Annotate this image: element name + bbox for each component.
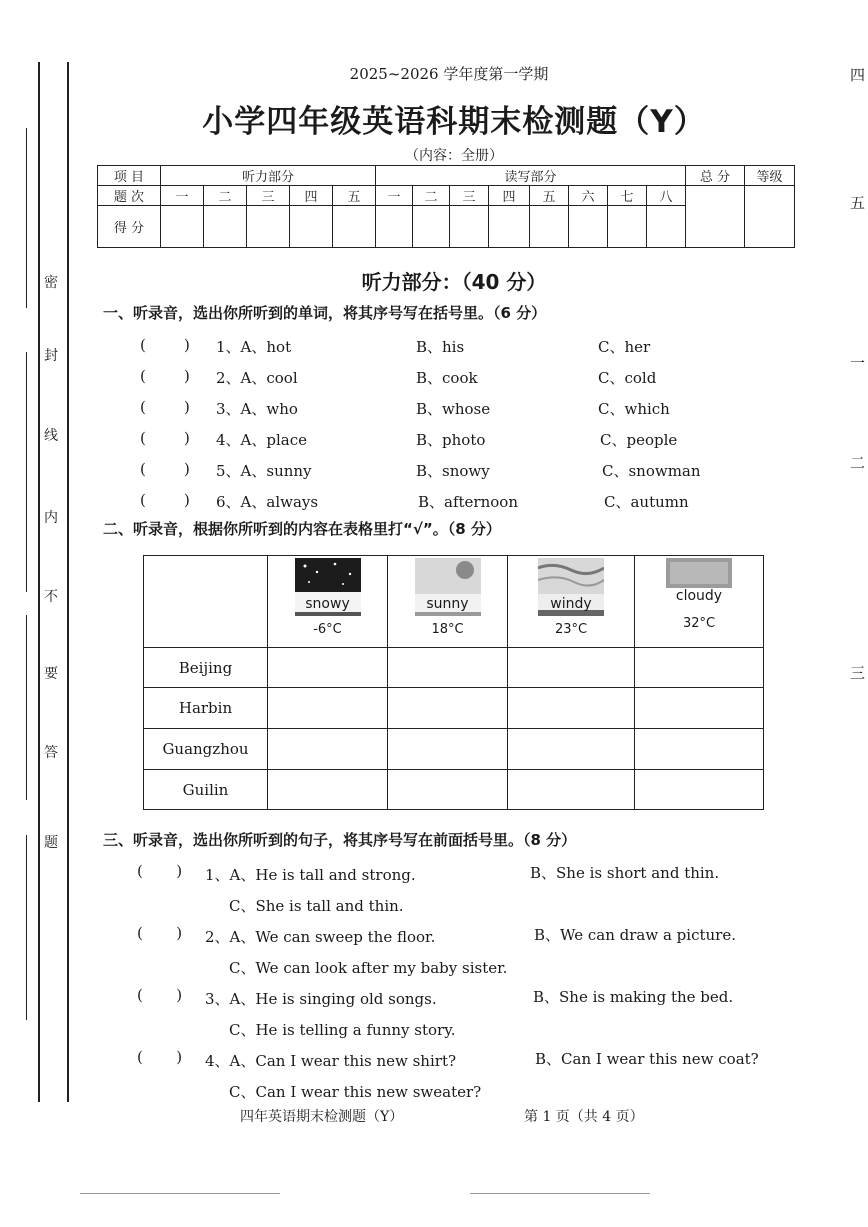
scan-edge-line (470, 1193, 650, 1194)
answer-bracket[interactable]: ( ) (137, 862, 183, 880)
check-cell[interactable] (508, 770, 635, 810)
weather-header (268, 556, 388, 648)
weather-label: windy (550, 595, 592, 612)
question-number: 一 (161, 186, 204, 206)
option-b: B、whose (416, 400, 491, 418)
score-cell[interactable] (530, 206, 569, 248)
option-a: 1、A、He is tall and strong. (205, 866, 416, 884)
grade-cell[interactable] (745, 186, 795, 248)
weather-label: cloudy (675, 587, 723, 604)
question-number: 四 (290, 186, 333, 206)
option-c: C、We can look after my baby sister. (229, 959, 508, 977)
question-number: 五 (530, 186, 569, 206)
binding-char: 线 (44, 428, 58, 444)
question-number: 二 (413, 186, 450, 206)
answer-bracket[interactable]: ( ) (140, 491, 190, 509)
binding-char: 题 (44, 835, 58, 851)
answer-bracket[interactable]: ( ) (137, 924, 183, 942)
city-label: Harbin (144, 688, 268, 729)
question-number: 八 (647, 186, 686, 206)
part3-title: 三、听录音，选出你所听到的句子，将其序号写在前面括号里。（8 分） (103, 831, 577, 849)
option-c: C、She is tall and thin. (229, 897, 404, 915)
question-number: 七 (608, 186, 647, 206)
binding-char: 密 (44, 275, 58, 291)
score-cell[interactable] (413, 206, 450, 248)
option-b: B、She is short and thin. (530, 864, 720, 882)
answer-bracket[interactable]: ( ) (137, 1048, 183, 1066)
option-b: B、snowy (416, 462, 490, 480)
question-number: 三 (450, 186, 489, 206)
option-b: B、photo (416, 431, 486, 449)
option-c: C、cold (598, 369, 657, 387)
option-b: B、Can I wear this new coat? (535, 1050, 759, 1068)
page-title: 小学四年级英语科期末检测题（Y） (202, 104, 706, 140)
option-b: B、She is making the bed. (533, 988, 734, 1006)
check-cell[interactable] (635, 729, 764, 770)
binding-line-outer (38, 62, 40, 1102)
edge-char: 四 (850, 66, 866, 84)
part1-item (140, 429, 740, 451)
answer-bracket[interactable]: ( ) (140, 398, 190, 416)
check-cell[interactable] (268, 648, 388, 688)
edge-char: 三 (850, 664, 866, 682)
answer-bracket[interactable]: ( ) (137, 986, 183, 1004)
score-row-label: 题 次 (98, 186, 161, 206)
binding-char: 内 (44, 510, 58, 526)
option-b: B、cook (416, 369, 478, 387)
option-b: B、afternoon (418, 493, 518, 511)
grade-header: 等级 (745, 166, 795, 186)
weather-temp: 18°C (431, 621, 464, 637)
score-cell[interactable] (204, 206, 247, 248)
weather-table (143, 555, 764, 810)
option-c: C、autumn (604, 493, 689, 511)
score-table (97, 165, 795, 248)
score-cell[interactable] (290, 206, 333, 248)
weather-header (508, 556, 635, 648)
cloudy-picture (666, 558, 732, 616)
score-cell[interactable] (333, 206, 376, 248)
option-c: C、Can I wear this new sweater? (229, 1083, 482, 1101)
check-cell[interactable] (388, 688, 508, 729)
footer-title: 四年英语期末检测题（Y） (240, 1109, 404, 1125)
total-header: 总 分 (686, 166, 745, 186)
answer-bracket[interactable]: ( ) (140, 336, 190, 354)
part1-item (140, 336, 740, 358)
score-cell[interactable] (450, 206, 489, 248)
question-number: 三 (247, 186, 290, 206)
listening-header: 听力部分 (161, 166, 376, 186)
semester-label: 2025~2026 学年度第一学期 (349, 65, 549, 83)
part1-item (140, 460, 740, 482)
option-c: C、He is telling a funny story. (229, 1021, 456, 1039)
option-c: C、her (598, 338, 651, 356)
check-cell[interactable] (635, 770, 764, 810)
option-a: 4、A、Can I wear this new shirt? (205, 1052, 457, 1070)
check-cell[interactable] (268, 688, 388, 729)
weather-temp: 23°C (554, 621, 588, 637)
part2-title: 二、听录音，根据你所听到的内容在表格里打“√”。（8 分） (103, 520, 501, 538)
question-number: 四 (489, 186, 530, 206)
weather-label: sunny (426, 595, 469, 612)
check-cell[interactable] (388, 648, 508, 688)
question-number: 一 (376, 186, 413, 206)
part1-title: 一、听录音，选出你所听到的单词，将其序号写在括号里。（6 分） (103, 304, 547, 322)
score-cell[interactable] (569, 206, 608, 248)
option-c: C、people (600, 431, 678, 449)
weather-header (635, 556, 764, 648)
content-note: （内容：全册） (405, 148, 503, 164)
binding-bracket-2 (26, 352, 27, 592)
check-cell[interactable] (508, 729, 635, 770)
scan-edge-line (80, 1193, 280, 1194)
check-cell[interactable] (268, 729, 388, 770)
option-a: 5、A、sunny (216, 462, 312, 480)
option-c: C、snowman (602, 462, 701, 480)
check-cell[interactable] (388, 770, 508, 810)
score-cell[interactable] (647, 206, 686, 248)
city-label: Guilin (144, 770, 268, 810)
edge-char: 一 (850, 354, 866, 372)
binding-char: 封 (44, 348, 58, 364)
weather-temp: -6°C (313, 621, 342, 637)
check-cell[interactable] (508, 688, 635, 729)
part1-item (140, 367, 740, 389)
option-b: B、We can draw a picture. (534, 926, 736, 944)
option-a: 4、A、place (216, 431, 307, 449)
score-cell[interactable] (489, 206, 530, 248)
weather-label: snowy (305, 595, 350, 612)
check-cell[interactable] (388, 729, 508, 770)
part1-item (140, 398, 740, 420)
binding-bracket-4 (26, 835, 27, 1020)
binding-line-inner (67, 62, 69, 1102)
binding-bracket-3 (26, 615, 27, 800)
answer-bracket[interactable]: ( ) (140, 460, 190, 478)
option-a: 6、A、always (216, 493, 319, 511)
cloudy-weather-icon (666, 558, 732, 642)
part1-item (140, 491, 740, 513)
listening-section-heading: 听力部分：（40 分） (361, 270, 547, 294)
question-number: 五 (333, 186, 376, 206)
reading-header: 读写部分 (376, 166, 686, 186)
check-cell[interactable] (635, 688, 764, 729)
score-cell[interactable] (247, 206, 290, 248)
city-label: Beijing (144, 648, 268, 688)
score-row-label: 项 目 (98, 166, 161, 186)
windy-weather-icon (538, 558, 604, 642)
answer-bracket[interactable]: ( ) (140, 367, 190, 385)
option-c: C、which (598, 400, 670, 418)
city-label: Guangzhou (144, 729, 268, 770)
edge-char: 五 (850, 194, 866, 212)
question-number: 二 (204, 186, 247, 206)
option-a: 2、A、We can sweep the floor. (205, 928, 436, 946)
snowy-weather-icon (295, 558, 361, 642)
corner-cell (144, 556, 268, 648)
weather-temp: 32°C (682, 615, 716, 631)
option-a: 2、A、cool (216, 369, 298, 387)
answer-bracket[interactable]: ( ) (140, 429, 190, 447)
edge-char: 二 (850, 454, 866, 472)
question-number: 六 (569, 186, 608, 206)
option-a: 3、A、He is singing old songs. (205, 990, 437, 1008)
option-a: 3、A、who (216, 400, 298, 418)
score-cell[interactable] (376, 206, 413, 248)
total-score-cell[interactable] (686, 186, 745, 248)
binding-char: 不 (44, 589, 58, 605)
binding-char: 答 (44, 745, 58, 761)
footer-page: 第 1 页（共 4 页） (524, 1109, 644, 1125)
option-b: B、his (416, 338, 465, 356)
weather-header (388, 556, 508, 648)
score-cell[interactable] (608, 206, 647, 248)
sunny-weather-icon (415, 558, 481, 642)
check-cell[interactable] (268, 770, 388, 810)
binding-char: 要 (44, 666, 58, 682)
score-row-label: 得 分 (98, 206, 161, 248)
check-cell[interactable] (635, 648, 764, 688)
score-cell[interactable] (161, 206, 204, 248)
check-cell[interactable] (508, 648, 635, 688)
option-a: 1、A、hot (216, 338, 292, 356)
